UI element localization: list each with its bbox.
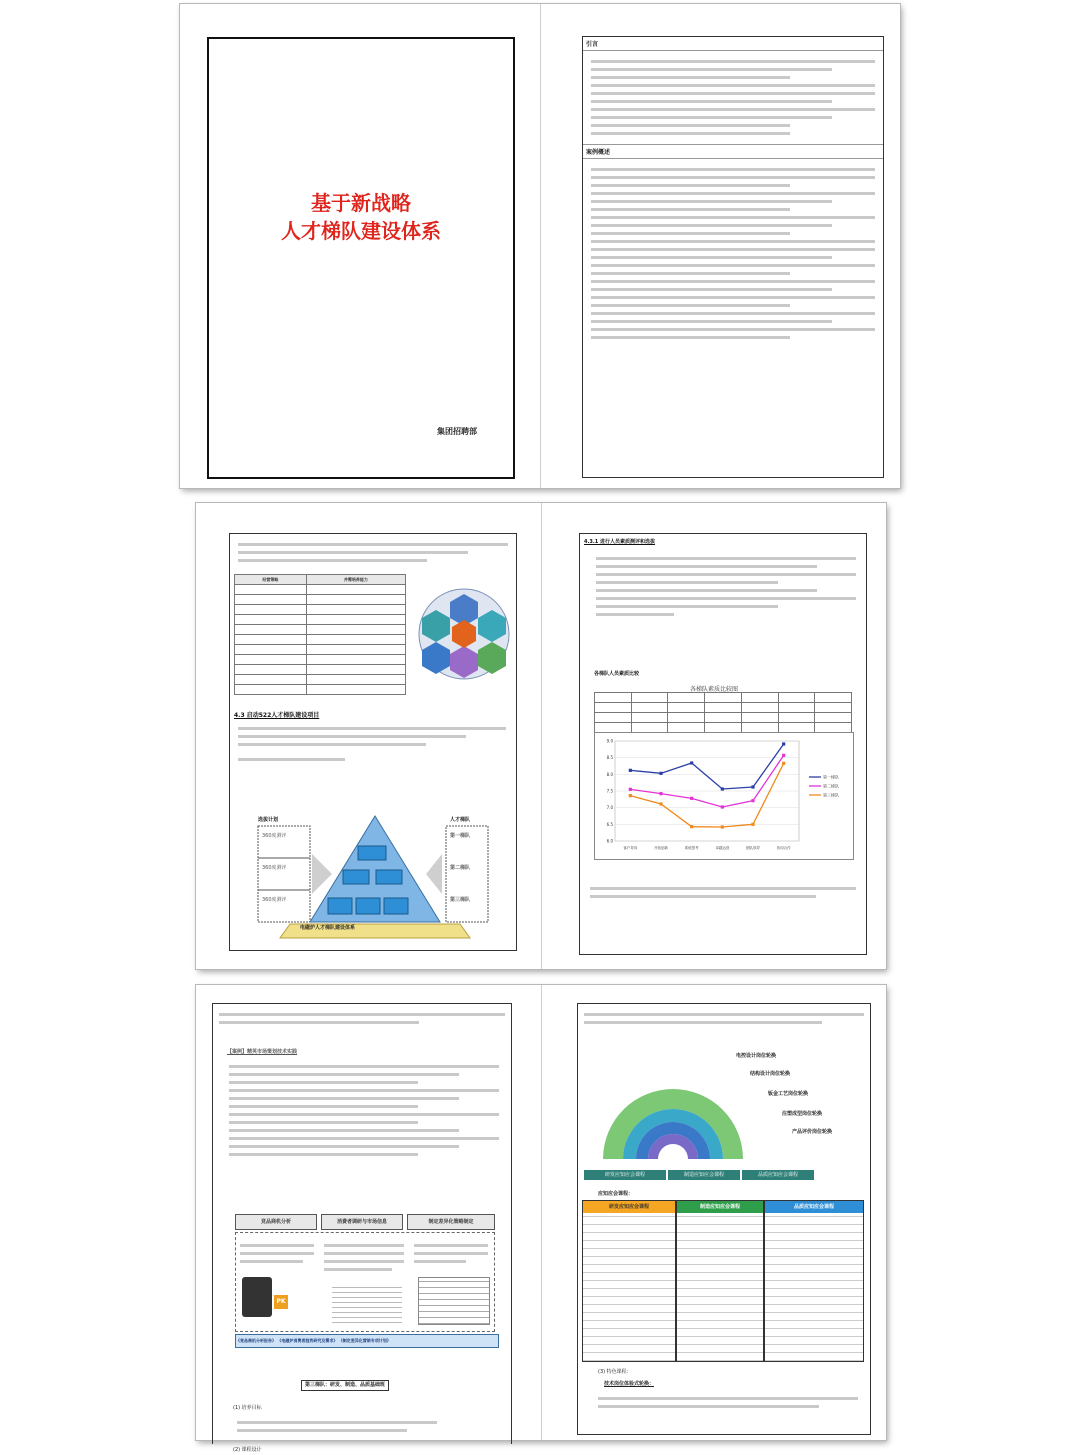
courses-box	[577, 1003, 871, 1435]
pyramid-right-head: 人才梯队	[450, 817, 471, 823]
y-tick-label: 7.0	[606, 805, 613, 811]
data-point	[751, 785, 754, 788]
section-522: 4.3 启动522人才梯队建设项目	[234, 712, 320, 719]
chart-subheading: 各梯队人员素质比较	[594, 671, 640, 677]
y-tick-label: 8.0	[606, 771, 613, 777]
course-col-2-head: 制造应知应会课程	[677, 1201, 763, 1213]
band-3: 品质应知应会课程	[742, 1170, 814, 1180]
data-point	[782, 742, 785, 745]
cover-footer: 集团招聘部	[437, 427, 477, 436]
data-point	[629, 788, 632, 791]
x-tick-label: 客户导向	[623, 846, 638, 850]
page-pyramid	[196, 503, 541, 969]
special-label: (3) 特色课程：	[598, 1369, 632, 1375]
pyr-label-1: 360度测评	[262, 833, 287, 839]
data-point	[721, 787, 724, 790]
course-col-2	[676, 1200, 764, 1362]
data-point	[782, 762, 785, 765]
x-tick-label: 协同合作	[776, 846, 791, 850]
tier-3: 第三梯队	[450, 897, 471, 903]
page-case	[196, 985, 541, 1453]
series-line	[630, 744, 783, 789]
y-tick-label: 8.5	[606, 755, 613, 761]
flow-bottom: 《竞品商机分析报告》 《电磁炉消费者趋势研究及需求》 《制定差异化营销专项计划》	[235, 1334, 499, 1348]
course-head: 应知应会课程：	[598, 1191, 634, 1197]
cover-title-line1: 基于新战略	[311, 191, 411, 215]
cover-frame	[207, 37, 515, 479]
data-point	[782, 754, 785, 757]
flow-step-1: 竞品商机分析	[235, 1214, 317, 1230]
rot-label-1: 电控设计岗位轮换	[736, 1053, 777, 1059]
pyr-label-2: 360度测评	[262, 865, 287, 871]
data-point	[751, 823, 754, 826]
page-courses	[541, 985, 886, 1440]
flow-body	[235, 1232, 495, 1332]
course-col-1-head: 研发应知应会课程	[583, 1201, 675, 1213]
section-431: 4.3.1 进行人员素质测评和选拔	[584, 539, 655, 545]
rot-label-4: 注塑成型岗位轮换	[782, 1111, 823, 1117]
legend-label: 第三梯队	[823, 792, 839, 798]
score-table	[594, 692, 852, 733]
pyramid-caption: 电磁炉人才梯队建设体系	[300, 925, 356, 931]
rot-label-3: 钣金工艺岗位轮换	[768, 1091, 809, 1097]
induction-cooker-photo	[242, 1277, 272, 1317]
spread-2	[196, 503, 886, 969]
design-label: (2) 课程设计	[233, 1447, 262, 1453]
course-col-1	[582, 1200, 676, 1362]
rot-label-5: 产品评价岗位轮换	[792, 1129, 833, 1135]
intro-box	[582, 36, 884, 478]
data-point	[629, 794, 632, 797]
data-point	[721, 825, 724, 828]
special-sub: 技术岗位体验式轮换：	[604, 1381, 655, 1387]
strategy-table	[234, 574, 406, 695]
data-point	[690, 797, 693, 800]
flow-step-2: 消费者调研与市场信息	[321, 1214, 403, 1230]
line-chart	[594, 732, 854, 860]
data-point	[751, 799, 754, 802]
tier-2: 第二梯队	[450, 865, 471, 871]
data-point	[721, 805, 724, 808]
band-1: 研发应知应会课程	[584, 1170, 666, 1180]
pyr-label-3: 360度测评	[262, 897, 287, 903]
y-tick-label: 7.5	[606, 788, 613, 794]
course-col-3	[764, 1200, 864, 1362]
data-point	[659, 792, 662, 795]
case-head: 【案例】精英市场策划技术实践	[227, 1049, 298, 1055]
page-chart	[541, 503, 886, 969]
legend-label: 第二梯队	[823, 783, 839, 789]
data-point	[659, 802, 662, 805]
pyramid-box	[229, 533, 517, 951]
chart-box	[579, 533, 867, 955]
table-head-b: 并需培养能力	[306, 575, 405, 585]
pk-badge: PK	[274, 1295, 288, 1309]
data-point	[659, 772, 662, 775]
x-tick-label: 卓越运营	[715, 846, 730, 850]
data-point	[690, 761, 693, 764]
plan-grid	[418, 1277, 490, 1325]
rotation-arcs	[598, 1044, 748, 1164]
legend-label: 第一梯队	[823, 774, 839, 780]
table-head-a: 经营策略	[235, 575, 307, 585]
page-intro	[540, 4, 900, 488]
cover-title-line2: 人才梯队建设体系	[281, 219, 441, 243]
y-tick-label: 6.0	[606, 838, 613, 844]
y-tick-label: 9.0	[606, 738, 613, 744]
data-point	[629, 769, 632, 772]
competency-wheel	[418, 588, 510, 680]
series-line	[630, 755, 783, 807]
course-col-3-head: 品质应知应会课程	[765, 1201, 863, 1213]
goal-label: (1) 培养目标	[233, 1405, 262, 1411]
x-tick-label: 系统思考	[684, 846, 699, 850]
x-tick-label: 开拓创新	[654, 846, 668, 850]
survey-grid	[332, 1283, 402, 1323]
tier3-label: 第三梯队：研发、制造、品质基础班	[301, 1380, 389, 1391]
band-2: 制造应知应会课程	[668, 1170, 740, 1180]
case-text	[583, 159, 883, 348]
intro-text	[583, 51, 883, 144]
x-tick-label: 团队领导	[746, 846, 760, 850]
intro-heading: 引言	[583, 37, 883, 51]
data-point	[690, 825, 693, 828]
cover-title	[209, 189, 513, 245]
chart-title: 各梯队素质比较图	[690, 686, 739, 693]
flow-step-3: 制定差异化策略制定	[407, 1214, 495, 1230]
spread-1	[180, 4, 900, 488]
y-tick-label: 6.5	[606, 821, 613, 827]
tier-1: 第一梯队	[450, 833, 471, 839]
case-box	[212, 1003, 512, 1453]
spread-3	[196, 985, 886, 1453]
page-cover	[180, 4, 540, 488]
pyramid-left-head: 选拔计划	[258, 817, 279, 823]
case-heading: 案例概述	[583, 144, 883, 159]
rot-label-2: 结构设计岗位轮换	[750, 1071, 791, 1077]
